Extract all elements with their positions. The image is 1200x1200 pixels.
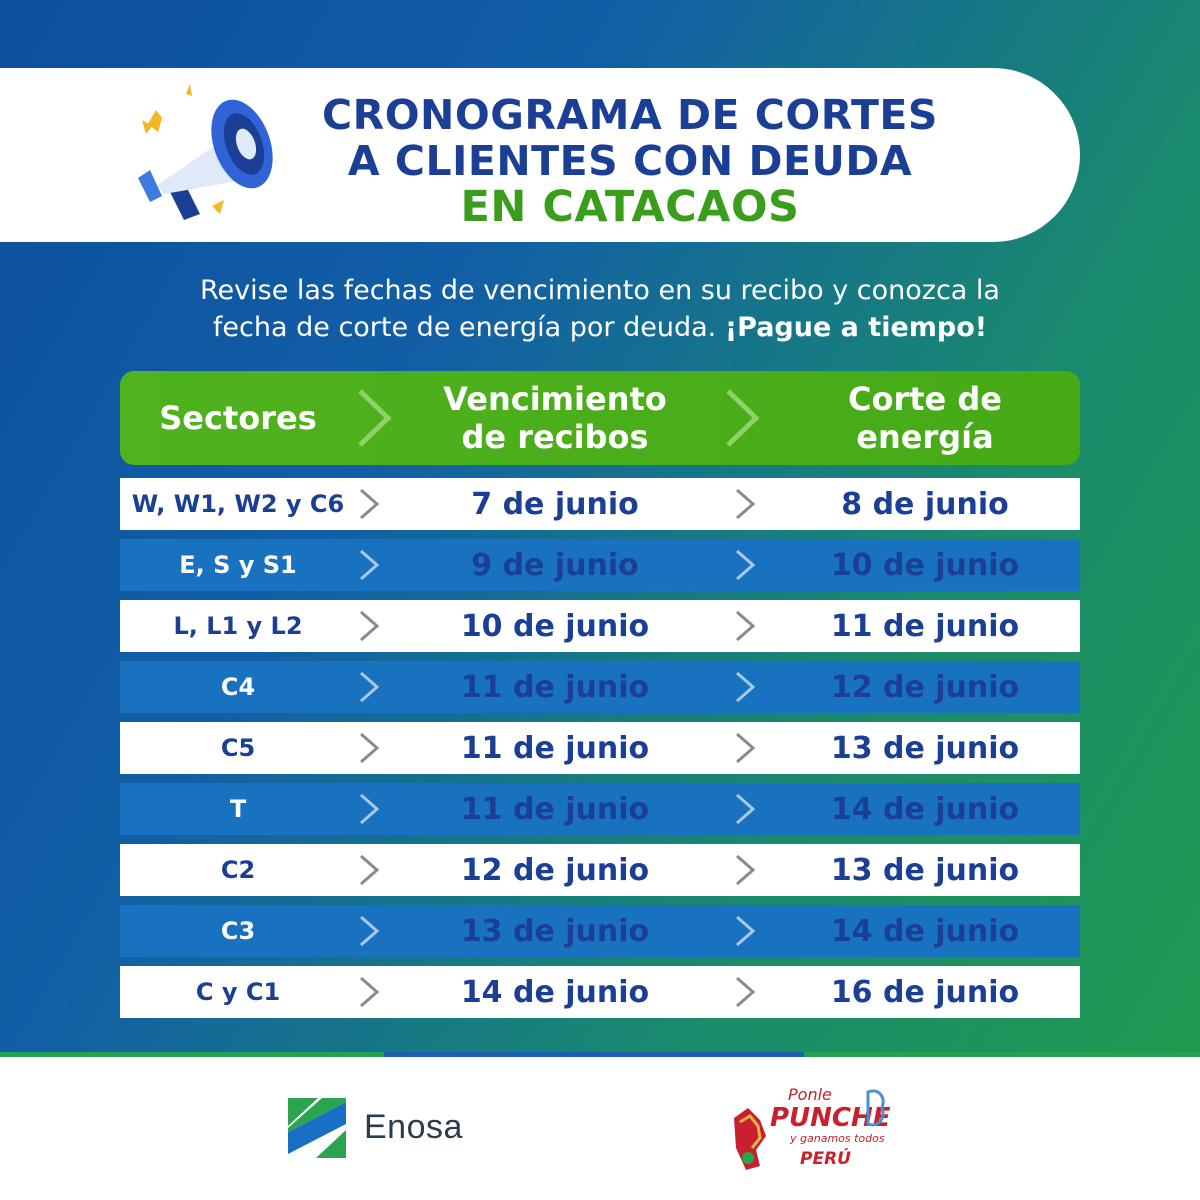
table-row xyxy=(120,905,1080,957)
ponle-punche-peru-logo xyxy=(726,1078,896,1178)
chevron-right-icon xyxy=(720,387,764,449)
svg-text:y ganamos todos: y ganamos todos xyxy=(790,1132,885,1145)
chevron-right-icon xyxy=(356,975,382,1009)
cell-sector: C4 xyxy=(220,673,256,701)
table-row xyxy=(120,600,1080,652)
cell-vencimiento: 13 de junio xyxy=(460,913,650,949)
chevron-right-icon xyxy=(732,792,758,826)
chevron-right-icon xyxy=(356,609,382,643)
chevron-right-icon xyxy=(356,792,382,826)
title-line-1: CRONOGRAMA DE CORTES xyxy=(322,91,938,139)
chevron-right-icon xyxy=(732,914,758,948)
header-vencimiento-line1: Vencimiento xyxy=(443,380,667,418)
header-corte-line1: Corte de xyxy=(848,380,1002,418)
cell-corte: 13 de junio xyxy=(830,852,1020,888)
cell-sector: E, S y S1 xyxy=(179,551,297,579)
cell-corte: 14 de junio xyxy=(830,791,1020,827)
subtitle-line-1: Revise las fechas de vencimiento en su recibo y conozca la xyxy=(200,275,1000,306)
cell-vencimiento: 14 de junio xyxy=(460,974,650,1010)
cell-sector: C5 xyxy=(220,734,256,762)
subtitle-line-2: fecha de corte de energía por deuda. xyxy=(212,312,725,343)
instructions-text xyxy=(100,272,1100,346)
cell-corte: 12 de junio xyxy=(830,669,1020,705)
cell-corte: 14 de junio xyxy=(830,913,1020,949)
chevron-right-icon xyxy=(732,731,758,765)
cell-sector: L, L1 y L2 xyxy=(173,612,303,640)
cell-sector: C2 xyxy=(220,856,256,884)
chevron-right-icon xyxy=(356,853,382,887)
header-sectores: Sectores xyxy=(159,399,317,437)
table-row xyxy=(120,966,1080,1018)
chevron-right-icon xyxy=(356,548,382,582)
title-location: EN CATACAOS xyxy=(460,182,800,232)
cell-vencimiento: 12 de junio xyxy=(460,852,650,888)
cell-sector: T xyxy=(229,795,247,823)
cell-corte: 13 de junio xyxy=(830,730,1020,766)
chevron-right-icon xyxy=(356,487,382,521)
cell-vencimiento: 11 de junio xyxy=(460,669,650,705)
page-title xyxy=(260,92,1000,230)
cell-vencimiento: 10 de junio xyxy=(460,608,650,644)
chevron-right-icon xyxy=(356,670,382,704)
enosa-brand-name: Enosa xyxy=(364,1108,463,1146)
cell-corte: 16 de junio xyxy=(830,974,1020,1010)
chevron-right-icon xyxy=(732,853,758,887)
svg-text:PERÚ: PERÚ xyxy=(800,1149,851,1169)
title-line-2: A CLIENTES CON DEUDA xyxy=(347,137,913,185)
chevron-right-icon xyxy=(732,487,758,521)
cell-sector: C3 xyxy=(220,917,256,945)
cell-vencimiento: 11 de junio xyxy=(460,791,650,827)
chevron-right-icon xyxy=(356,731,382,765)
header-corte-line2: energía xyxy=(856,418,994,456)
cell-corte: 10 de junio xyxy=(830,547,1020,583)
footer-divider xyxy=(0,1052,1200,1057)
cell-vencimiento: 7 de junio xyxy=(471,486,639,522)
header-corte xyxy=(780,371,1070,465)
chevron-right-icon xyxy=(732,670,758,704)
subtitle-emphasis: ¡Pague a tiempo! xyxy=(724,312,988,343)
table-row xyxy=(120,539,1080,591)
table-row xyxy=(120,722,1080,774)
cell-corte: 8 de junio xyxy=(841,486,1009,522)
table-row xyxy=(120,844,1080,896)
chevron-right-icon xyxy=(352,387,396,449)
chevron-right-icon xyxy=(356,914,382,948)
svg-text:Ponle: Ponle xyxy=(788,1085,832,1104)
table-row xyxy=(120,783,1080,835)
cell-corte: 11 de junio xyxy=(830,608,1020,644)
header-vencimiento xyxy=(410,371,700,465)
table-row xyxy=(120,478,1080,530)
chevron-right-icon xyxy=(732,975,758,1009)
cell-vencimiento: 9 de junio xyxy=(471,547,639,583)
table-header xyxy=(120,371,1080,465)
svg-text:PUNCHE: PUNCHE xyxy=(770,1103,891,1133)
chevron-right-icon xyxy=(732,609,758,643)
header-vencimiento-line2: de recibos xyxy=(461,418,649,456)
enosa-logo-icon xyxy=(288,1098,346,1158)
table-row xyxy=(120,661,1080,713)
cell-vencimiento: 11 de junio xyxy=(460,730,650,766)
chevron-right-icon xyxy=(732,548,758,582)
cell-sector: C y C1 xyxy=(195,978,281,1006)
cell-sector: W, W1, W2 y C6 xyxy=(131,490,345,518)
